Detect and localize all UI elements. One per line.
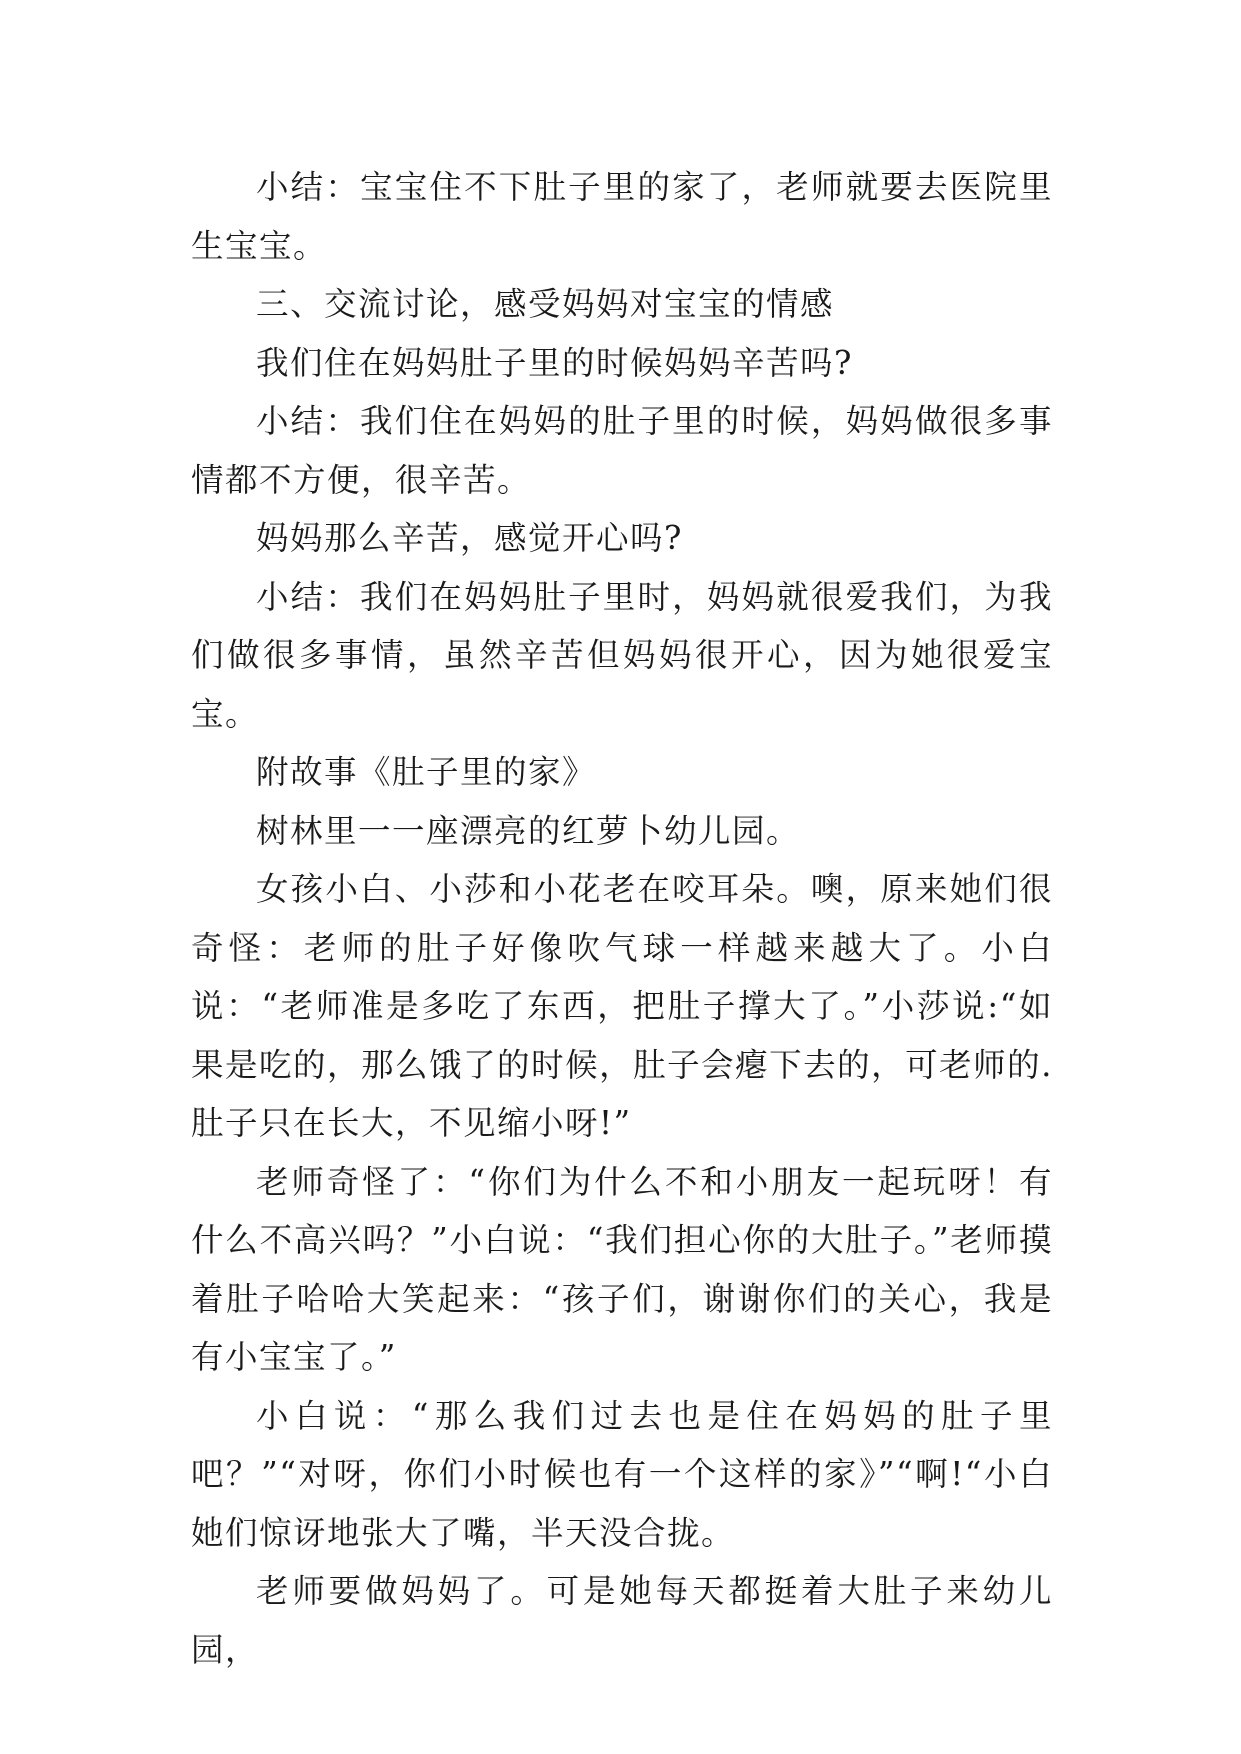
body-text (191, 158, 1053, 1679)
paragraph-summary-2: 小结：我们住在妈妈的肚子里的时候，妈妈做很多事情都不方便，很辛苦。 (191, 402, 1053, 499)
paragraph-summary-3: 小结：我们在妈妈肚子里时，妈妈就很爱我们，为我们做很多事情，虽然辛苦但妈妈很开心，因为她很爱宝宝。 (191, 577, 1053, 733)
story-paragraph: 小白说：“那么我们过去也是住在妈妈的肚子里吧？”“对呀，你们小时候也有一个这样的家》”“啊!“小白她们惊讶地张大了嘴，半天没合拢。 (191, 1396, 1053, 1552)
story-title: 附故事《肚子里的家》 (256, 753, 597, 791)
section-heading-3: 三、交流讨论，感受妈妈对宝宝的情感 (256, 285, 835, 323)
story-paragraph: 老师要做妈妈了。可是她每天都挺着大肚子来幼儿园， (191, 1572, 1053, 1669)
paragraph-question-2: 妈妈那么辛苦，感觉开心吗? (256, 519, 683, 557)
story-paragraph: 女孩小白、小莎和小花老在咬耳朵。噢，原来她们很奇怪：老师的肚子好像吹气球一样越来越大了。小白说：“老师准是多吃了东西，把肚子撑大了。”小莎说:“如果是吃的，那么饿了的时候，肚子会瘪下去的，可老师的.肚子只在长大，不见缩小呀!” (191, 870, 1053, 1142)
paragraph-summary-1: 小结：宝宝住不下肚子里的家了，老师就要去医院里生宝宝。 (191, 168, 1053, 265)
paragraph-question-1: 我们住在妈妈肚子里的时候妈妈辛苦吗? (256, 343, 853, 382)
story-paragraph: 树林里一一座漂亮的红萝卜幼儿园。 (256, 811, 801, 850)
story-paragraph: 老师奇怪了：“你们为什么不和小朋友一起玩呀！有什么不高兴吗？”小白说：“我们担心你的大肚子。”老师摸着肚子哈哈大笑起来：“孩子们，谢谢你们的关心，我是有小宝宝了。” (191, 1162, 1053, 1376)
